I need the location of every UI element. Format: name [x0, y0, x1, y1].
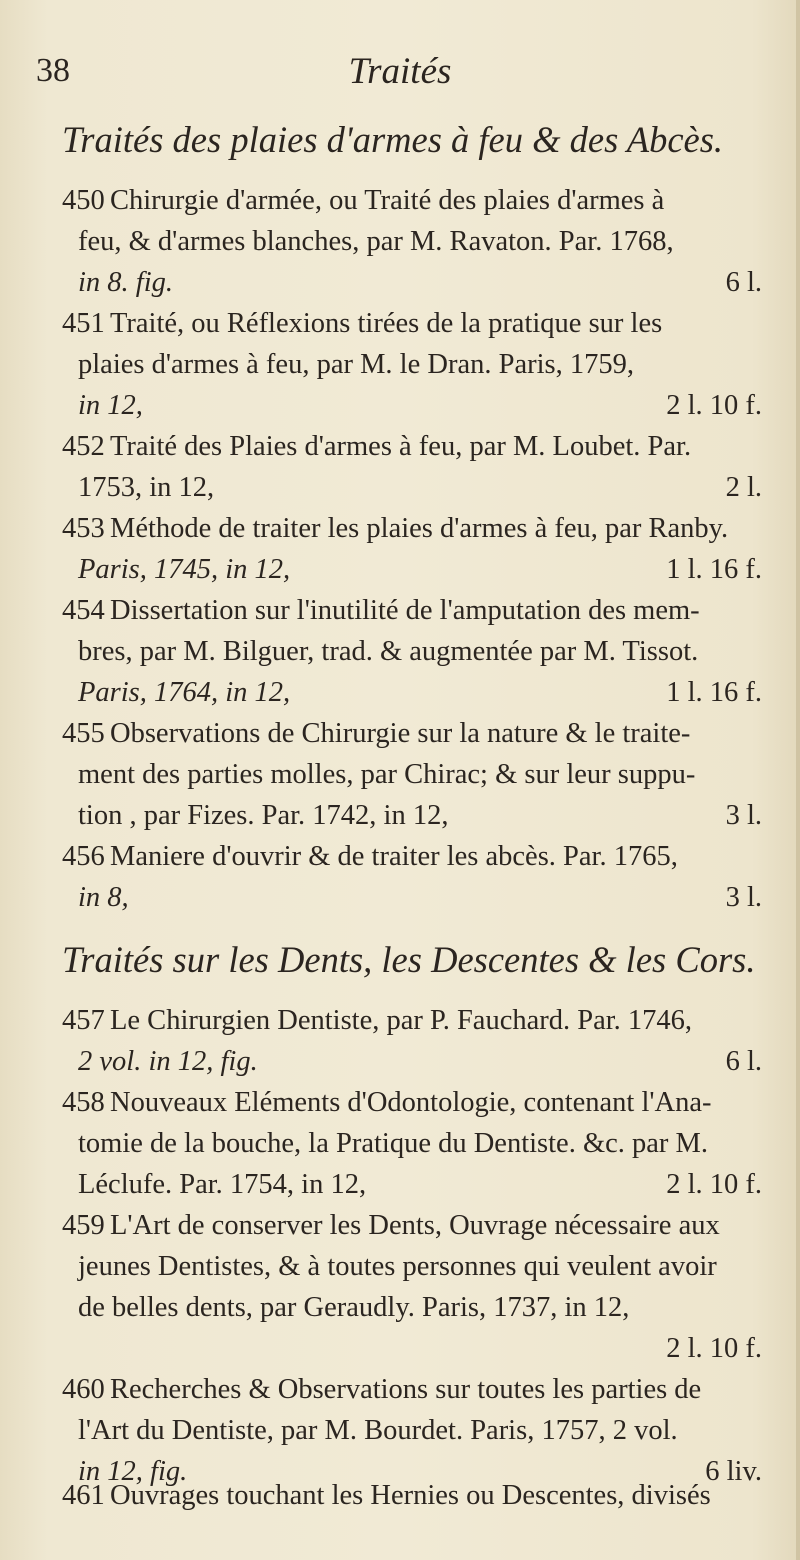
- running-title: Traités: [348, 51, 452, 92]
- entry-text: Chirurgie d'armée, ou Traité des plaies d'armes à: [110, 185, 665, 216]
- entry-text: Traité des Plaies d'armes à feu, par M. Loubet. Par.: [110, 431, 692, 462]
- entry-text: Léclufe. Par. 1754, in 12,: [78, 1169, 367, 1200]
- page-header: [30, 50, 770, 98]
- entry-format: in 8,: [78, 882, 129, 913]
- entry-number: 451: [62, 308, 105, 339]
- price: 1 l. 16 f.: [666, 677, 762, 708]
- entry-text: Recherches & Observations sur toutes les parties de: [110, 1374, 702, 1405]
- entry-text: Dissertation sur l'inutilité de l'amputation des mem-: [110, 595, 700, 626]
- price: 3 l.: [725, 800, 762, 831]
- entry-451: [62, 303, 762, 426]
- entry-text: Le Chirurgien Dentiste, par P. Fauchard. Par. 1746,: [110, 1005, 693, 1036]
- entry-number: 452: [62, 431, 105, 462]
- entry-text: Maniere d'ouvrir & de traiter les abcès. Par. 1765,: [110, 841, 678, 872]
- price: 2 l. 10 f.: [666, 390, 762, 421]
- entry-461: [62, 1475, 762, 1516]
- entry-459: [62, 1205, 762, 1369]
- entry-text: plaies d'armes à feu, par M. le Dran. Paris, 1759,: [78, 349, 634, 380]
- price: 6 liv.: [705, 1456, 762, 1487]
- entry-text: 1753, in 12,: [78, 472, 215, 503]
- entry-text: bres, par M. Bilguer, trad. & augmentée par M. Tissot.: [78, 636, 699, 667]
- entry-455: [62, 713, 762, 836]
- page-number: 38: [36, 52, 70, 89]
- entry-text: Paris, 1745, in 12,: [78, 554, 291, 585]
- price: 2 l. 10 f.: [666, 1333, 762, 1364]
- entry-text: Paris, 1764, in 12,: [78, 677, 291, 708]
- entry-text: l'Art du Dentiste, par M. Bourdet. Paris, 1757, 2 vol.: [78, 1415, 678, 1446]
- entry-number: 456: [62, 841, 105, 872]
- price: 2 l.: [725, 472, 762, 503]
- entry-text: Traité, ou Réflexions tirées de la pratique sur les: [110, 308, 663, 339]
- entry-456: [62, 836, 762, 918]
- entry-text: tomie de la bouche, la Pratique du Dentiste. &c. par M.: [78, 1128, 708, 1159]
- entry-454: [62, 590, 762, 713]
- entry-number: 460: [62, 1374, 105, 1405]
- entry-text: Méthode de traiter les plaies d'armes à feu, par Ranby.: [110, 513, 729, 544]
- price: 3 l.: [725, 882, 762, 913]
- page-edge: [796, 0, 800, 1560]
- entry-format: 2 vol. in 12, fig.: [78, 1046, 258, 1077]
- entry-text: L'Art de conserver les Dents, Ouvrage nécessaire aux: [110, 1210, 720, 1241]
- entry-number: 450: [62, 185, 105, 216]
- price: 6 l.: [725, 267, 762, 298]
- entry-number: 459: [62, 1210, 105, 1241]
- entry-number: 458: [62, 1087, 105, 1118]
- entry-number: 454: [62, 595, 105, 626]
- price: 6 l.: [725, 1046, 762, 1077]
- entry-460: [62, 1369, 762, 1492]
- entry-text: Observations de Chirurgie sur la nature & le traite-: [110, 718, 691, 749]
- section-title-plaies: Traités des plaies d'armes à feu & des Abcès.: [62, 119, 724, 160]
- entry-text: tion , par Fizes. Par. 1742, in 12,: [78, 800, 449, 831]
- entry-452: [62, 426, 762, 508]
- entry-format: in 8. fig.: [78, 267, 174, 298]
- entry-text: de belles dents, par Geraudly. Paris, 1737, in 12,: [78, 1292, 630, 1323]
- entry-text: jeunes Dentistes, & à toutes personnes qui veulent avoir: [78, 1251, 717, 1282]
- entry-text: feu, & d'armes blanches, par M. Ravaton. Par. 1768,: [78, 226, 674, 257]
- price: 2 l. 10 f.: [666, 1169, 762, 1200]
- entry-format: in 12, fig.: [78, 1456, 188, 1487]
- price: 1 l. 16 f.: [666, 554, 762, 585]
- entry-text: Ouvrages touchant les Hernies ou Descentes, divisés: [110, 1480, 711, 1511]
- entry-number: 453: [62, 513, 105, 544]
- entry-text: ment des parties molles, par Chirac; & sur leur suppu-: [78, 759, 696, 790]
- entry-457: [62, 1000, 762, 1082]
- entry-number: 455: [62, 718, 105, 749]
- entry-text: Nouveaux Eléments d'Odontologie, contenant l'Ana-: [110, 1087, 712, 1118]
- entry-453: [62, 508, 762, 590]
- entry-458: [62, 1082, 762, 1205]
- section-title-dents: Traités sur les Dents, les Descentes & les Cors.: [62, 939, 756, 980]
- entry-450: [62, 180, 762, 303]
- entry-number: 461: [62, 1480, 105, 1511]
- entry-number: 457: [62, 1005, 105, 1036]
- entry-format: in 12,: [78, 390, 143, 421]
